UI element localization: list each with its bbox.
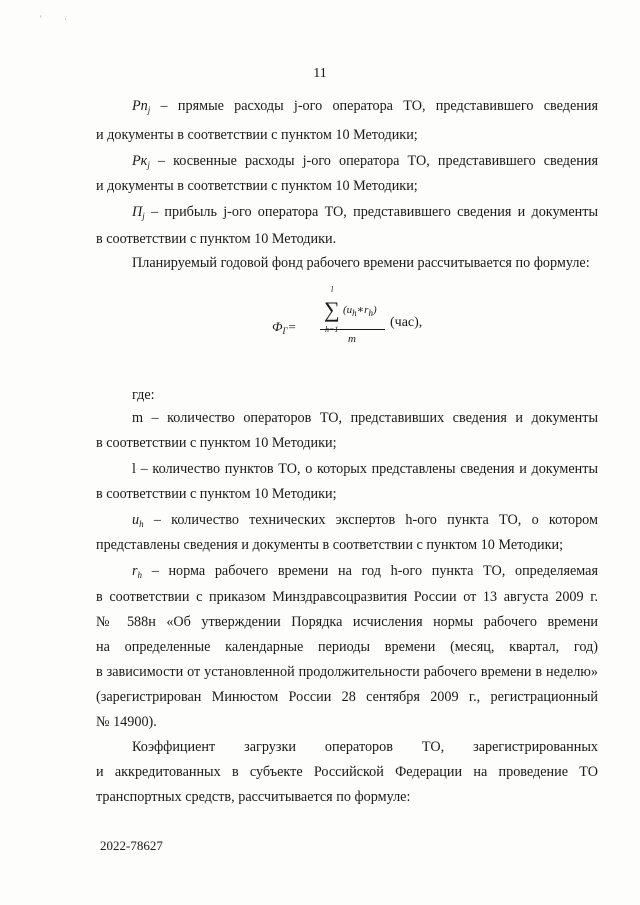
def-r-line: № 14900). — [96, 714, 157, 730]
symbol: Рк — [132, 153, 148, 169]
def-l-cont: в соответствии с пунктом 10 Методики; — [96, 486, 337, 502]
def-profit-cont: в соответствии с пунктом 10 Методики. — [96, 231, 337, 247]
symbol: П — [132, 204, 143, 220]
subscript: j — [147, 105, 151, 115]
subscript: h — [137, 570, 143, 580]
formula-denominator: m — [348, 333, 356, 345]
symbol: Рп — [132, 98, 148, 114]
subscript: j — [142, 211, 145, 221]
def-m: m – количество операторов ТО, представивших сведения и документы — [132, 410, 598, 426]
document-number: 2022-78627 — [100, 838, 163, 853]
symbol: u — [132, 512, 140, 528]
scan-mark: ' — [40, 14, 42, 24]
subscript: h — [139, 519, 144, 529]
sum-upper-limit: l — [331, 285, 334, 294]
def-r-line: (зарегистрирован Минюстом России 28 сентября 2009 г., регистрационный — [96, 689, 598, 705]
definition-text: – прямые расходы j-ого оператора ТО, представившего сведения — [150, 98, 598, 114]
where-label: где: — [132, 387, 155, 403]
def-r-line: на определенные календарные периоды времени (месяц, квартал, год) — [96, 639, 598, 655]
formula-annual-time-fund — [200, 285, 440, 355]
formula-lhs: $Ф_Г=$ — [272, 319, 297, 336]
formula-unit: (час), — [390, 315, 423, 330]
def-r-line: в зависимости от установленной продолжительности рабочего времени в неделю» — [96, 664, 598, 680]
def-r-line: № 588н «Об утверждении Порядка исчисления нормы рабочего времени — [96, 614, 598, 630]
def-r — [96, 558, 598, 584]
fraction-bar — [320, 329, 385, 330]
def-u-cont: представлены сведения и документы в соответствии с пунктом 10 Методики; — [96, 537, 564, 553]
def-indirect-costs-cont: и документы в соответствии с пунктом 10 Методики; — [96, 178, 418, 194]
formula-term: $(u_h∗r_h)$ — [343, 304, 377, 318]
subscript: j — [147, 160, 150, 170]
definition-text: – косвенные расходы j-ого оператора ТО, представившего сведения — [149, 153, 598, 169]
formula-intro: Планируемый годовой фонд рабочего времени рассчитывается по формуле: — [132, 255, 590, 271]
def-u — [96, 507, 598, 533]
sum-sign: ∑ — [324, 297, 340, 322]
def-direct-costs-cont: и документы в соответствии с пунктом 10 Методики; — [96, 127, 418, 143]
def-m-cont: в соответствии с пунктом 10 Методики; — [96, 435, 337, 451]
definition-text: – прибыль j-ого оператора ТО, представившего сведения и документы — [144, 204, 598, 220]
closing-line: транспортных средств, рассчитывается по формуле: — [96, 789, 411, 805]
scan-mark: · — [64, 14, 67, 24]
def-indirect-costs — [96, 148, 598, 174]
def-l: l – количество пунктов ТО, о которых представлены сведения и документы — [132, 461, 598, 477]
symbol: r — [132, 563, 138, 579]
closing-line: Коэффициент загрузки операторов ТО, зарегистрированных — [132, 739, 598, 755]
def-r-line: в соответствии с приказом Минздравсоцразвития России от 13 августа 2009 г. — [96, 589, 598, 605]
def-direct-costs — [96, 93, 598, 119]
def-profit — [96, 199, 598, 225]
page-number: 11 — [313, 66, 327, 81]
definition-text: – норма рабочего времени на год h-ого пункта ТО, определяемая — [142, 563, 598, 579]
definition-text: – количество технических экспертов h-ого пункта ТО, о котором — [143, 512, 598, 528]
closing-line: и аккредитованных в субъекте Российской Федерации на проведение ТО — [96, 764, 598, 780]
